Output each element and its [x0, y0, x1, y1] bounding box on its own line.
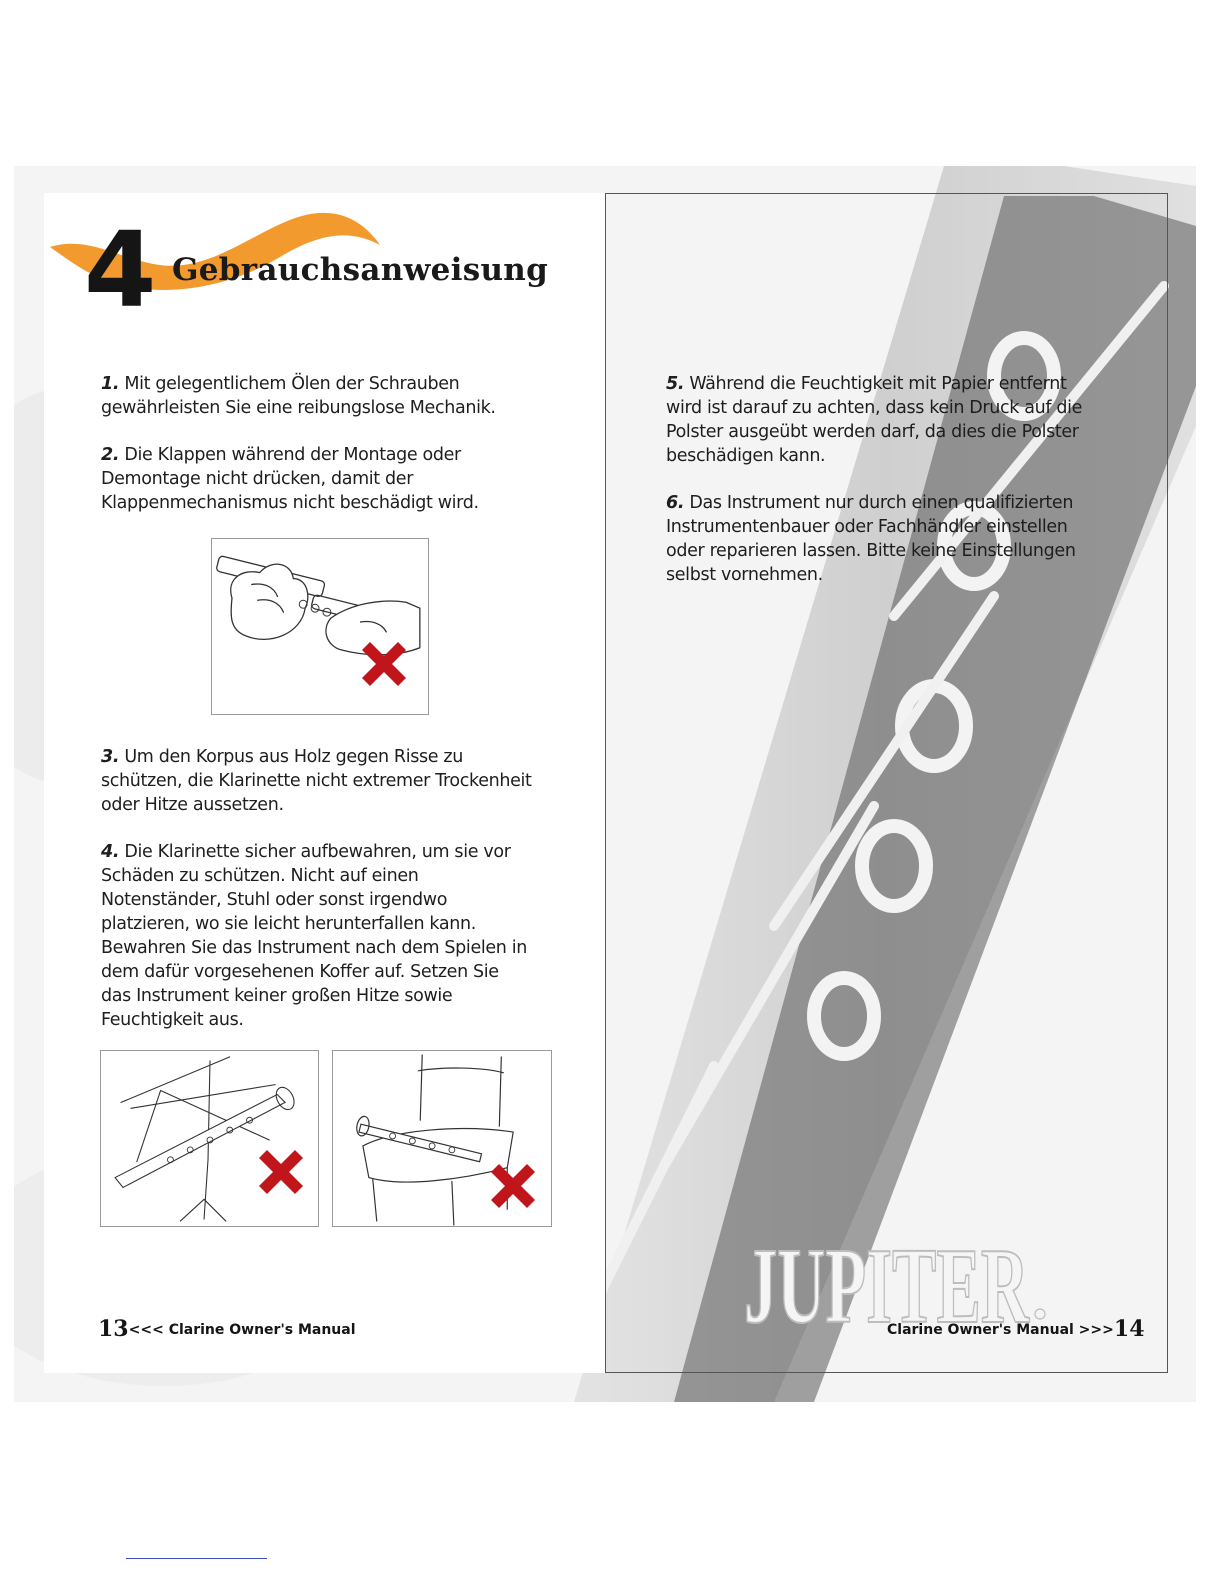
item-line: Mit gelegentlichem Ölen der Schrauben [124, 374, 460, 394]
item-line: wird ist darauf zu achten, dass kein Druck auf die [666, 398, 1083, 418]
item-number: 6. [666, 493, 685, 513]
figure-music-stand [100, 1050, 319, 1227]
item-line: Klappenmechanismus nicht beschädigt wird. [101, 493, 479, 513]
item-line: Während die Feuchtigkeit mit Papier entfernt [689, 374, 1067, 394]
item-line: Notenständer, Stuhl oder sonst irgendwo [101, 890, 448, 910]
item-number: 4. [101, 842, 120, 862]
item-line: Bewahren Sie das Instrument nach dem Spielen in [101, 938, 527, 958]
item-line: selbst vornehmen. [666, 565, 823, 585]
item-number: 5. [666, 374, 685, 394]
item-line: Die Klappen während der Montage oder [124, 445, 461, 465]
item-line: Das Instrument nur durch einen qualifizierten [689, 493, 1074, 513]
chapter-number: 4 [84, 209, 157, 331]
item-line: Die Klarinette sicher aufbewahren, um sie vor [124, 842, 511, 862]
item-line: das Instrument keiner großen Hitze sowie [101, 986, 453, 1006]
item-line: Um den Korpus aus Holz gegen Risse zu [124, 747, 463, 767]
logo-wordmark: JUPITER [744, 1227, 1030, 1335]
item-number: 1. [101, 374, 120, 394]
footer-text: <<< Clarine Owner's Manual [128, 1322, 356, 1338]
item-number: 2. [101, 445, 120, 465]
instruction-item-2 [101, 443, 479, 515]
red-x-icon [255, 1146, 307, 1198]
right-page-footer [887, 1316, 1145, 1342]
instruction-item-4 [101, 840, 527, 1032]
item-line: Polster ausgeübt werden darf, da dies die Polster [666, 422, 1079, 442]
link-underline [126, 1558, 267, 1559]
item-line: dem dafür vorgesehenen Koffer auf. Setzen Sie [101, 962, 499, 982]
instruction-item-1 [101, 372, 496, 420]
item-line: gewährleisten Sie eine reibungslose Mechanik. [101, 398, 496, 418]
page-number: 14 [1113, 1316, 1145, 1342]
item-line: schützen, die Klarinette nicht extremer Trockenheit [101, 771, 532, 791]
red-x-icon [358, 638, 410, 690]
left-page-footer [98, 1316, 356, 1342]
item-line: oder Hitze aussetzen. [101, 795, 284, 815]
instruction-item-6 [666, 491, 1076, 587]
item-line: Instrumentenbauer oder Fachhändler einstellen [666, 517, 1068, 537]
item-line: oder reparieren lassen. Bitte keine Einstellungen [666, 541, 1076, 561]
item-line: Schäden zu schützen. Nicht auf einen [101, 866, 419, 886]
footer-text: Clarine Owner's Manual >>> [887, 1322, 1114, 1338]
music-stand-illustration [101, 1051, 318, 1226]
item-line: platzieren, wo sie leicht herunterfallen kann. [101, 914, 476, 934]
chapter-title: Gebrauchsanweisung [172, 252, 549, 288]
item-line: beschädigen kann. [666, 446, 826, 466]
page-number: 13 [98, 1316, 129, 1342]
item-line: Demontage nicht drücken, damit der [101, 469, 414, 489]
instruction-item-5 [666, 372, 1082, 468]
item-line: Feuchtigkeit aus. [101, 1010, 244, 1030]
instruction-item-3 [101, 745, 532, 817]
red-x-icon [487, 1160, 539, 1212]
item-number: 3. [101, 747, 120, 767]
